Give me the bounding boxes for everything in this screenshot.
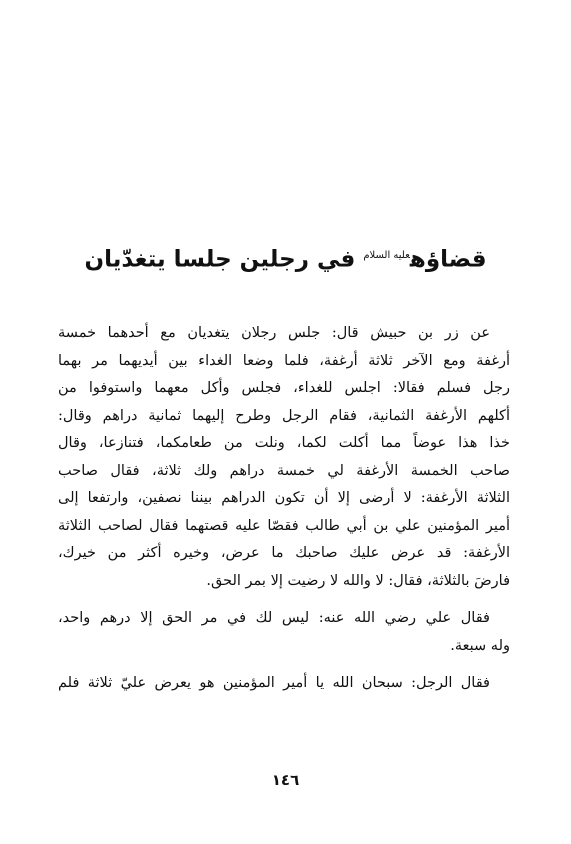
chapter-title-rest: في رجلين جلسا يتغدّيان [84,246,364,273]
chapter-title-main: قضاؤه [409,246,487,273]
text-line: صاحب الخمسة الأرغفة لي خمسة دراهم ولك ثلاثة، فقال صاحب [58,462,510,479]
text-line: الثلاثة الأرغفة: لا أرضى إلا أن تكون الدراهم بيننا نصفين، وارتفعا إلى [58,490,510,506]
text-line: فقال الرجل: سبحان الله يا أمير المؤمنين هو يعرض عليّ ثلاثة فلم [58,675,490,691]
paragraph-1 [58,320,510,595]
text-line: أكلهم الأرغفة الثمانية، فقام الرجل وطرح إليهما ثمانية دراهم وقال: [58,407,510,424]
chapter-title [0,236,571,280]
paragraph-spacer [58,660,510,670]
text-line: فارضَ بالثلاثة، فقال: لا والله لا رضيت إلا بمر الحق. [206,572,510,589]
paragraph-3 [58,670,510,698]
body-text [58,320,510,698]
text-line: فقال علي رضي الله عنه: ليس لك في مر الحق إلا درهم واحد، [58,610,490,626]
paragraph-2 [58,605,510,660]
text-line: رجل فسلم فقالا: اجلس للغداء، فجلس وأكل معهما واستوفوا من [58,380,510,396]
text-line: أرغفة ومع الآخر ثلاثة أرغفة، فلما وضعا الغداء بين أيديهما مر بهما [58,352,510,369]
page-number: ١٤٦ [271,771,300,789]
text-line: الأرغفة: قد عرض عليك صاحبك ما عرض، وخيره أكثر من خيرك، [58,545,510,561]
text-line: عن زر بن حبيش قال: جلس رجلان يتغديان مع أحدهما خمسة [58,325,490,341]
paragraph-spacer [58,595,510,605]
text-line: خذا هذا عوضاً مما أكلت لكما، ونلت من طعامكما، فتنازعا، وقال [58,435,510,451]
text-line: أمير المؤمنين علي بن أبي طالب فقصّا عليه قصتهما فقال لصاحب الثلاثة [58,517,510,534]
honorific-mark: عليه السلام [363,250,410,261]
text-line: وله سبعة. [450,637,510,654]
